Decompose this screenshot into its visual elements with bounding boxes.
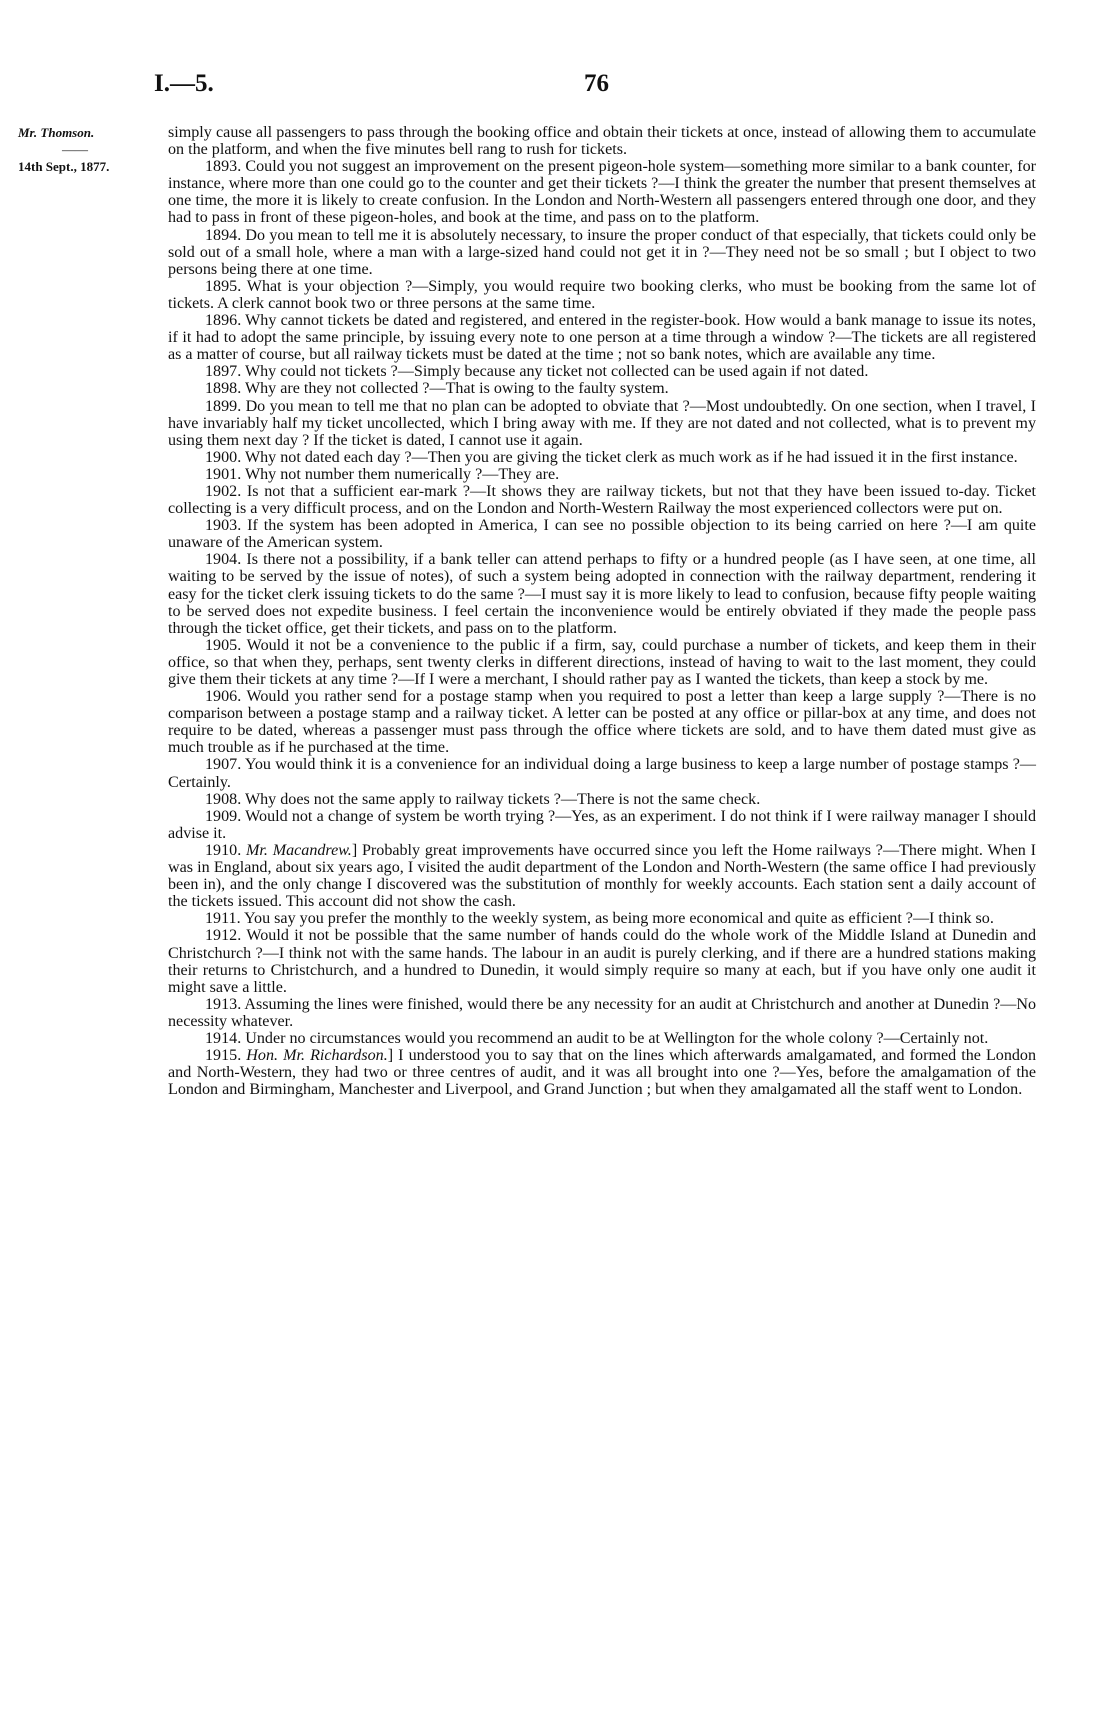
paper-reference: I.—5. [154, 70, 214, 97]
page-header [154, 70, 1034, 100]
question-1911: 1911. You say you prefer the monthly to the weekly system, as being more economical and quite as efficient ?—I think so. [205, 910, 994, 928]
paragraph: simply cause all passengers to pass through the booking office and obtain their tickets at once, instead of allowing them to accumulate on the platform, and when the five minutes bell rang to rush for tickets. [168, 124, 1036, 159]
question-1901: 1901. Why not number them numerically ?—They are. [205, 465, 560, 483]
question-1900: 1900. Why not dated each day ?—Then you are giving the ticket clerk as much work as if he had issued it in the first instance. [205, 448, 1018, 466]
question-1903: 1903. If the system has been adopted in America, I can see no possible objection to its being carried on here ?—I am quite unaware of the American system. [168, 517, 1036, 552]
question-1902: 1902. Is not that a sufficient ear-mark ?—It shows they are railway tickets, but not that they have been issued to-day. Ticket collecting is a very difficult process, and on the London and North-Western Railway the most experienced collectors were put on. [168, 482, 1036, 518]
question-text: ] Probably great improvements have occurred since you left the Home railways ?—There might. When I was in England, about six years ago, I visited the audit department of the London and North-Western (the same office I had previously been in), and the only change I discovered was the substitution of monthly for weekly accounts. Each station sent a daily account of the tickets issued. This account did not show the cash. [168, 841, 1037, 911]
question-1893: 1893. Could you not suggest an improvement on the present pigeon-hole system—something more similar to a bank counter, for instance, where more than one could go to the counter and get their tickets ?—I think the greater the number that present themselves at one time, the more it is likely to create confusion. In the London and North-Western all passengers entered through one door, and they had to pass in front of these pigeon-holes, and book at the time, and pass on to the platform. [168, 158, 1036, 227]
speaker-name: Hon. Mr. Richardson. [246, 1047, 388, 1065]
question-1909: 1909. Would not a change of system be worth trying ?—Yes, as an experiment. I do not think if I were railway manager I should advise it. [168, 807, 1036, 842]
hearing-date: 14th Sept., 1877. [18, 159, 110, 174]
speaker-name: Mr. Macandrew. [246, 841, 352, 859]
question-1899: 1899. Do you mean to tell me that no plan can be adopted to obviate that ?—Most undoubtedly. On one section, when I travel, I have invariably half my ticket uncollected, which I bring away with me. If they are not dated and not collected, what is to prevent my using them next day ? If the ticket is dated, I cannot use it again. [168, 397, 1036, 449]
evidence-text [168, 124, 1036, 1098]
margin-note [18, 124, 168, 175]
question-1914: 1914. Under no circumstances would you recommend an audit to be at Wellington for the whole colony ?—Certainly not. [205, 1029, 989, 1047]
question-1912: 1912. Would it not be possible that the same number of hands could do the whole work of the Middle Island at Dunedin and Christchurch ?—I think not with the same hands. The labour in an audit is purely clerking, and if there are a hundred stations making their returns to Christchurch, and a hundred to Dunedin, it would simply require so many at each, but if you have only one audit it might save a little. [168, 927, 1036, 996]
question-text: ] I understood you to say that on the lines which afterwards amalgamated, and formed the London and North-Western, they had two or three centres of audit, and it was all brought into one ?—Yes, before the amalgamation of the London and Birmingham, Manchester and Liverpool, and Grand Junction ; but when they amalgamated all the staff went to London. [168, 1047, 1037, 1099]
question-1913: 1913. Assuming the lines were finished, would there be any necessity for an audit at Christchurch and another at Dunedin ?—No necessity whatever. [168, 995, 1036, 1030]
question-number: 1915. [205, 1047, 247, 1065]
question-1905: 1905. Would it not be a convenience to the public if a firm, say, could purchase a number of tickets, and keep them in their office, so that when they, perhaps, sent twenty clerks in different directions, instead of having to wait to the last moment, they could give them their tickets at any time ?—If I were a merchant, I should rather pay as I wanted the tickets, than keep a stock by me. [168, 636, 1036, 688]
witness-name: Mr. Thomson. [18, 125, 95, 140]
page-number: 76 [584, 70, 609, 97]
question-1894: 1894. Do you mean to tell me it is absolutely necessary, to insure the proper conduct of that especially, that tickets could only be sold out of a small hole, where a man with a large-sized hand could not get it in ?—They need not be so small ; but I object to two persons being there at one time. [168, 226, 1036, 278]
question-1907: 1907. You would think it is a convenience for an individual doing a large business to keep a large number of postage stamps ?—Certainly. [168, 756, 1036, 791]
question-1906: 1906. Would you rather send for a postage stamp when you required to post a letter than keep a large supply ?—There is no comparison between a postage stamp and a railway ticket. A letter can be posted at any office or pillar-box at any time, and does not require to be dated, whereas a passenger must pass through the office where tickets are sold, and to have them dated must give as much trouble as if he purchased at the time. [168, 688, 1036, 757]
question-1908: 1908. Why does not the same apply to railway tickets ?—There is not the same check. [205, 790, 761, 808]
question-1896: 1896. Why cannot tickets be dated and registered, and entered in the register-book. How would a bank manage to issue its notes, if it had to adopt the same principle, by issuing every note to one person at a time through a window ?—The tickets are all registered as a matter of course, but all railway tickets must be dated at the time ; not so bank notes, which are available any time. [168, 312, 1036, 364]
question-number: 1910. [205, 841, 246, 859]
question-1895: 1895. What is your objection ?—Simply, you would require two booking clerks, who must be booking from the same lot of tickets. A clerk cannot book two or three persons at the same time. [168, 277, 1036, 312]
question-1915 [168, 1047, 1036, 1098]
question-1897: 1897. Why could not tickets ?—Simply because any ticket not collected can be used again if not dated. [205, 363, 869, 381]
question-1910 [168, 842, 1036, 910]
question-1898: 1898. Why are they not collected ?—That is owing to the faulty system. [205, 380, 669, 398]
question-1904: 1904. Is there not a possibility, if a bank teller can attend perhaps to fifty or a hundred people (as I have seen, at one time, all waiting to be served by the issue of notes), of such a system being adopted in connection with the railway department, rendering it easy for the ticket clerk issuing tickets to do the same ?—I must say it is more likely to lead to confusion, because fifty people waiting to be served does not expedite business. I feel certain the inconvenience would be entirely obviated if they made the people pass through the ticket office, get their tickets, and pass on to the platform. [168, 551, 1036, 637]
margin-dash: —— [62, 142, 88, 157]
